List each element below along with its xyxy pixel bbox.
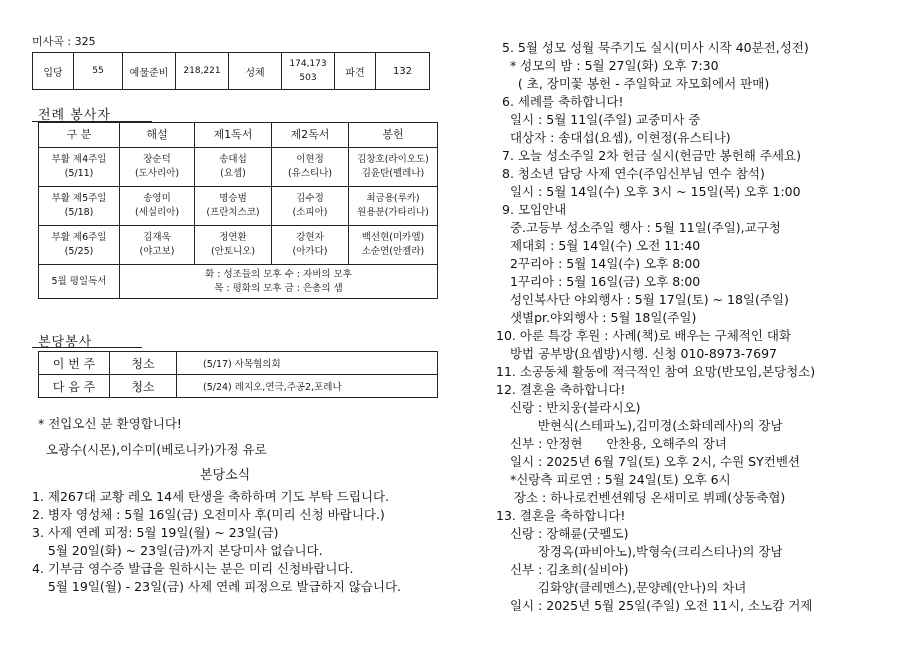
- news-item: 장소 : 하나로컨벤션웨딩 온새미로 뷔페(상동축협): [502, 490, 786, 505]
- cleaning-title: 본당봉사: [38, 335, 93, 350]
- news-item: 장경옥(파비아노),박형숙(크리스티나)의 장남: [502, 544, 783, 559]
- news-item: 반현식(스테파노),김미경(소화데레사)의 장남: [502, 418, 783, 433]
- cleaning-detail: (5/17) 사목협의회: [177, 352, 438, 375]
- welcome-family: 오광수(시몬),이수미(베로니카)가정 유로: [46, 442, 267, 457]
- roster-cell: 송대섭 (요셉): [195, 148, 272, 187]
- news-item: 제대회 : 5월 14일(수) 오전 11:40: [502, 238, 701, 253]
- roster-cell: 김재욱 (야고보): [120, 226, 195, 265]
- hymn-label: 성체: [229, 53, 282, 90]
- news-item: 5월 20일(화) ~ 23일(금)까지 본당미사 없습니다.: [32, 543, 323, 558]
- roster-cell: 김수정 (소피아): [272, 187, 349, 226]
- news-item: 샛별pr.야외행사 : 5월 18일(주일): [502, 310, 697, 325]
- hymn-label: 예물준비: [123, 53, 176, 90]
- col-header: 구 분: [39, 123, 120, 148]
- news-title: 본당소식: [200, 468, 251, 483]
- roster-cell: 명승범 (프란치스코): [195, 187, 272, 226]
- roster-cell: 장순덕 (도사리아): [120, 148, 195, 187]
- news-item: 5. 5월 성모 성월 묵주기도 실시(미사 시작 40분전,성전): [502, 40, 809, 55]
- roster-cell: 이현정 (유스티나): [272, 148, 349, 187]
- news-item: 방법 공부방(요셉방)시행. 신청 010-8973-7697: [502, 346, 777, 361]
- news-item: ( 초, 장미꽃 봉헌 - 주일학교 자모회에서 판매): [502, 76, 770, 91]
- roster-cell: 김창호(라이오도) 김윤탄(펠레나): [349, 148, 438, 187]
- news-item: 중.고등부 성소주일 행사 : 5월 11일(주일),교구청: [502, 220, 781, 235]
- news-item: 11. 소공동체 활동에 적극적인 참여 요망(반모임,본당청소): [496, 364, 816, 379]
- liturgy-table: [38, 122, 438, 299]
- news-item: 2. 병자 영성체 : 5월 16일(금) 오전미사 후(미리 신청 바랍니다.): [32, 507, 385, 522]
- hymn-value: 55: [74, 53, 123, 90]
- news-item: *신랑측 피로연 : 5월 24일(토) 오후 6시: [502, 472, 731, 487]
- hymn-label: 파견: [335, 53, 376, 90]
- cleaning-when: 이 번 주: [39, 352, 110, 375]
- hymn-value: 218,221: [176, 53, 229, 90]
- hymn-value: 174,173 503: [282, 53, 335, 90]
- news-item: 신랑 : 반치웅(블라시오): [502, 400, 641, 415]
- roster-week: 부활 제6주일 (5/25): [39, 226, 120, 265]
- news-item: 4. 기부금 영수증 발급을 원하시는 분은 미리 신청바랍니다.: [32, 561, 354, 576]
- roster-week: 부활 제4주일 (5/11): [39, 148, 120, 187]
- news-item: 성인복사단 야외행사 : 5월 17일(토) ~ 18일(주일): [502, 292, 789, 307]
- news-item: 7. 오늘 성소주일 2차 헌금 실시(헌금만 봉헌해 주세요): [502, 148, 801, 163]
- col-header: 해설: [120, 123, 195, 148]
- roster-week: 부활 제5주일 (5/18): [39, 187, 120, 226]
- weekday-readings: 화 : 성조들의 모후 수 : 자비의 모후 목 : 평화의 모후 금 : 은총의 샘: [120, 265, 438, 299]
- misa-song: 미사곡 : 325: [32, 35, 96, 48]
- col-header: 봉헌: [349, 123, 438, 148]
- roster-cell: 강현자 (아가다): [272, 226, 349, 265]
- hymn-table: [32, 52, 430, 90]
- cleaning-title-underline: [32, 347, 142, 348]
- news-item: 신부 : 안정현 안찬용, 오해주의 장녀: [502, 436, 727, 451]
- roster-cell: 정연환 (안토니오): [195, 226, 272, 265]
- hymn-value: 132: [376, 53, 430, 90]
- news-item: 일시 : 5월 11일(주일) 교중미사 중: [502, 112, 701, 127]
- roster-cell: 최금용(루카) 원용분(가타리나): [349, 187, 438, 226]
- news-item: 일시 : 2025년 5월 25일(주일) 오전 11시, 소노캄 거제: [502, 598, 813, 613]
- liturgy-title: 전례 봉사자: [38, 108, 111, 123]
- cleaning-what: 청소: [110, 352, 177, 375]
- cleaning-what: 청소: [110, 375, 177, 398]
- news-item: 13. 결혼을 축하합니다!: [496, 508, 626, 523]
- news-item: 5월 19일(월) - 23일(금) 사제 연례 피정으로 발급하지 않습니다.: [32, 579, 402, 594]
- news-item: 12. 결혼을 축하합니다!: [496, 382, 626, 397]
- news-item: 신랑 : 장해륜(굿펠도): [502, 526, 629, 541]
- hymn-label: 입당: [33, 53, 74, 90]
- col-header: 제2독서: [272, 123, 349, 148]
- news-item: 대상자 : 송대섭(요셉), 이현정(유스티나): [502, 130, 731, 145]
- cleaning-table: [38, 351, 438, 398]
- news-item: 김화양(클레멘스),문양례(안나)의 차녀: [502, 580, 747, 595]
- news-item: 8. 청소년 담당 사제 연수(주임신부님 연수 참석): [502, 166, 765, 181]
- weekday-readings-label: 5월 평일독서: [39, 265, 120, 299]
- news-item: 1꾸리아 : 5월 16일(금) 오후 8:00: [502, 274, 701, 289]
- welcome-heading: * 전입오신 분 환영합니다!: [38, 416, 182, 431]
- news-item: * 성모의 밤 : 5월 27일(화) 오후 7:30: [502, 58, 719, 73]
- news-item: 9. 모임안내: [502, 202, 567, 217]
- cleaning-when: 다 음 주: [39, 375, 110, 398]
- news-item: 신부 : 김초희(실비아): [502, 562, 629, 577]
- news-item: 10. 아룬 특강 후원 : 사례(책)로 배우는 구체적인 대화: [496, 328, 792, 343]
- news-item: 3. 사제 연례 피정: 5월 19일(월) ~ 23일(금): [32, 525, 279, 540]
- roster-cell: 백선현(미카엘) 소순연(안젤라): [349, 226, 438, 265]
- col-header: 제1독서: [195, 123, 272, 148]
- news-item: 2꾸리아 : 5월 14일(수) 오후 8:00: [502, 256, 701, 271]
- news-item: 6. 세례를 축하합니다!: [502, 94, 624, 109]
- news-item: 1. 제267대 교황 레오 14세 탄생을 축하하며 기도 부탁 드립니다.: [32, 489, 390, 504]
- news-item: 일시 : 5월 14일(수) 오후 3시 ~ 15일(목) 오후 1:00: [502, 184, 801, 199]
- cleaning-detail: (5/24) 레지오,연극,주공2,포레나: [177, 375, 438, 398]
- news-item: 일시 : 2025년 6월 7일(토) 오후 2시, 수원 SY컨벤션: [502, 454, 800, 469]
- roster-cell: 송영미 (세실리아): [120, 187, 195, 226]
